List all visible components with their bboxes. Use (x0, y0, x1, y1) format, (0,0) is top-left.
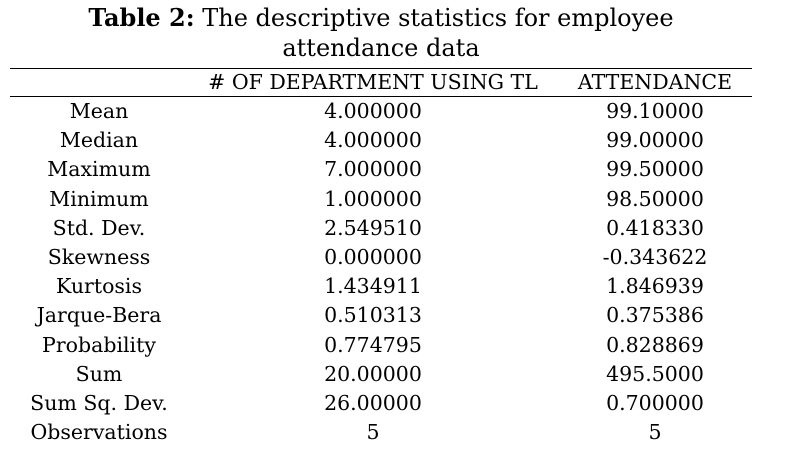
caption-text-1: The descriptive statistics for employee (194, 4, 674, 32)
table-row (10, 389, 752, 418)
row-departments-using-tl-value: 4.000000 (324, 128, 422, 153)
row-statistic-name: Probability (42, 332, 156, 357)
row-attendance-value: 99.00000 (606, 128, 704, 153)
row-attendance-value: 1.846939 (606, 274, 704, 299)
header-statistic (10, 69, 188, 97)
table-row (10, 301, 752, 330)
row-attendance-value: 0.828869 (606, 332, 704, 357)
row-departments-using-tl-value: 4.000000 (324, 99, 422, 124)
row-departments-using-tl-value: 1.000000 (324, 186, 422, 211)
row-statistic-name: Maximum (47, 157, 151, 182)
row-attendance-value: 0.418330 (606, 215, 704, 240)
row-statistic-name: Sum (75, 361, 123, 386)
row-departments-using-tl-value: 5 (366, 420, 380, 445)
table-row (10, 126, 752, 155)
row-statistic-name: Mean (69, 99, 129, 124)
caption-label: Table 2: (88, 3, 195, 32)
row-departments-using-tl-value: 1.434911 (324, 274, 422, 299)
caption-line-2: attendance data (282, 34, 480, 62)
table-body (10, 97, 752, 448)
row-departments-using-tl-value: 0.000000 (324, 245, 422, 270)
row-departments-using-tl-value: 20.00000 (324, 361, 422, 386)
row-attendance-value: 495.5000 (606, 361, 704, 386)
row-statistic-name: Skewness (47, 245, 151, 270)
row-statistic-name: Minimum (49, 186, 149, 211)
row-attendance-value: 98.50000 (606, 186, 704, 211)
row-attendance-value: 99.50000 (606, 157, 704, 182)
table-row (10, 272, 752, 301)
row-statistic-name: Median (59, 128, 139, 153)
table-row (10, 97, 752, 127)
table-caption (0, 3, 762, 63)
table-row (10, 331, 752, 360)
table-row (10, 185, 752, 214)
row-departments-using-tl-value: 26.00000 (324, 390, 422, 415)
row-departments-using-tl-value: 0.510313 (324, 303, 422, 328)
row-departments-using-tl-value: 7.000000 (324, 157, 422, 182)
table-row (10, 360, 752, 389)
table-row (10, 243, 752, 272)
row-attendance-value: 99.10000 (606, 99, 704, 124)
row-statistic-name: Std. Dev. (52, 215, 146, 240)
header-attendance: ATTENDANCE (558, 69, 752, 97)
row-statistic-name: Observations (30, 420, 168, 445)
row-attendance-value: 5 (648, 420, 662, 445)
descriptive-statistics-table (10, 68, 752, 447)
row-statistic-name: Kurtosis (55, 274, 143, 299)
table-row (10, 155, 752, 184)
row-statistic-name: Sum Sq. Dev. (30, 390, 168, 415)
table-row (10, 214, 752, 243)
row-attendance-value: 0.375386 (606, 303, 704, 328)
header-row (10, 69, 752, 97)
row-attendance-value: 0.700000 (606, 390, 704, 415)
row-departments-using-tl-value: 2.549510 (324, 215, 422, 240)
caption-line-1 (0, 3, 762, 33)
header-departments-using-tl: # OF DEPARTMENT USING TL (188, 69, 558, 97)
row-statistic-name: Jarque-Bera (36, 303, 162, 328)
table-row (10, 418, 752, 447)
row-departments-using-tl-value: 0.774795 (324, 332, 422, 357)
row-attendance-value: -0.343622 (602, 245, 708, 270)
